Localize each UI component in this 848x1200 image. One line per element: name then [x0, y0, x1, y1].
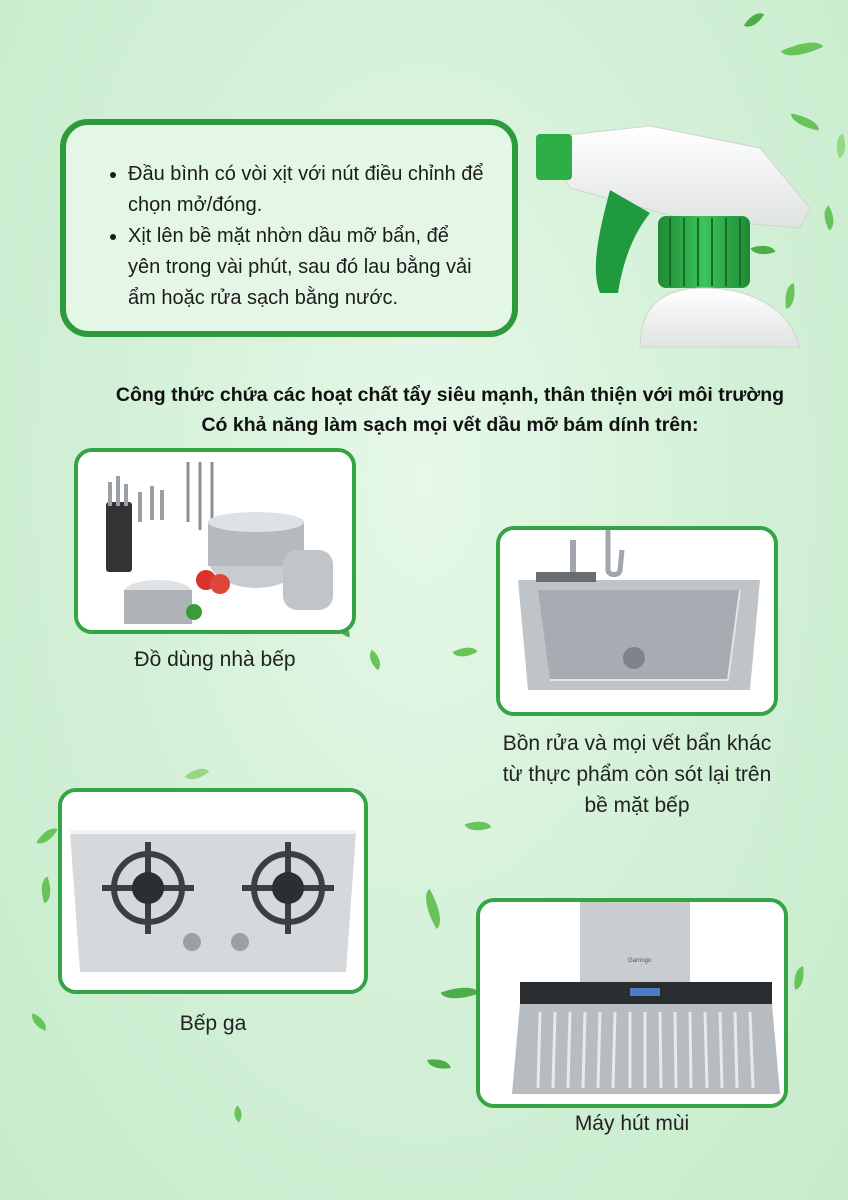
range-hood-card	[476, 898, 788, 1108]
sink-card	[496, 526, 778, 716]
range-hood-caption: Máy hút mùi	[574, 1112, 690, 1135]
section-heading	[60, 380, 840, 440]
instructions-box	[60, 119, 518, 337]
gas-stove-card	[58, 788, 368, 994]
caption-line: Bồn rửa và mọi vết bẩn khác	[502, 732, 772, 755]
sink-image	[500, 530, 774, 712]
brand-logo: Garringo	[628, 958, 652, 964]
kitchenware-image	[78, 452, 352, 630]
heading-line: Có khả năng làm sạch mọi vết dầu mỡ bám dính trên:	[201, 414, 699, 436]
instruction-item: • Đầu bình có vòi xịt với nút điều chỉnh để chọn mở/đóng.	[128, 159, 484, 221]
instruction-item: • Xịt lên bề mặt nhờn dầu mỡ bẩn, để yên trong vài phút, sau đó lau bằng vải ẩm hoặc rửa sạch bằng nước.	[128, 221, 484, 314]
caption-line: bề mặt bếp	[584, 794, 690, 817]
kitchenware-caption: Đồ dùng nhà bếp	[134, 648, 296, 671]
gas-stove-image	[62, 792, 364, 990]
kitchenware-card	[74, 448, 356, 634]
spray-bottle-image	[530, 118, 820, 348]
instructions-list	[66, 125, 512, 314]
range-hood-image	[480, 902, 784, 1104]
caption-line: từ thực phẩm còn sót lại trên	[502, 763, 772, 786]
gas-stove-caption: Bếp ga	[179, 1012, 247, 1035]
heading-line: Công thức chứa các hoạt chất tẩy siêu mạnh, thân thiện với môi trường	[115, 384, 785, 406]
sink-caption	[456, 728, 818, 821]
